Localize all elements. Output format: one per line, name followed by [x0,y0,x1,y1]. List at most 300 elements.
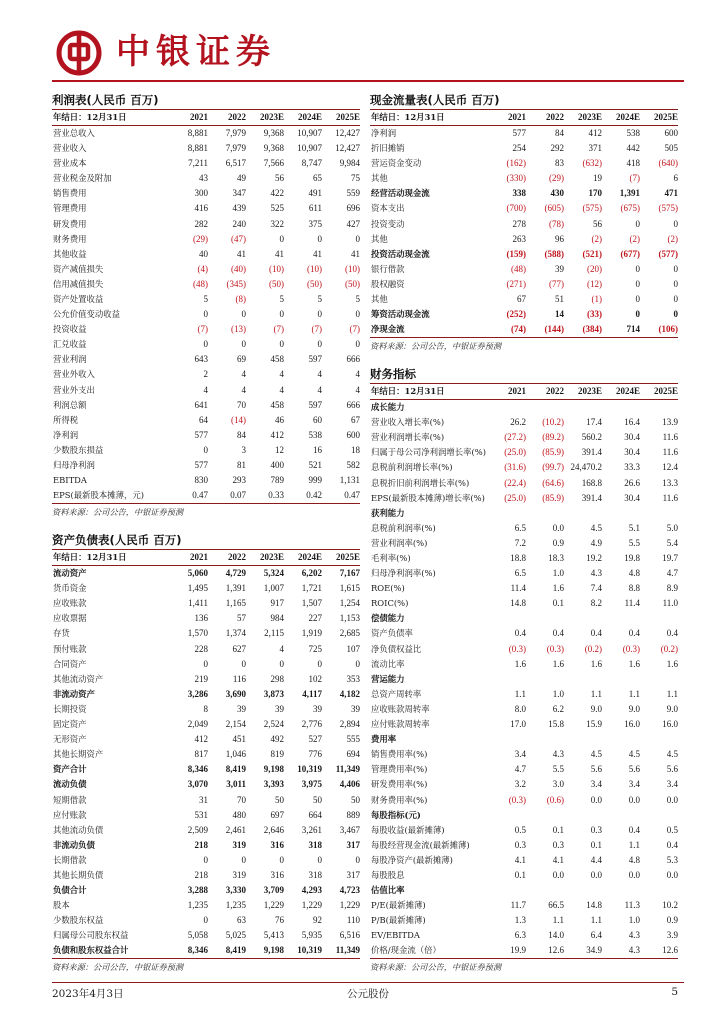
cell-value: 353 [346,673,360,684]
cell-value: 136 [194,613,208,624]
table-row [370,292,678,307]
year-header: 2024E [602,384,640,400]
cell-value: 14.8 [510,598,526,609]
cell-value: 46 [275,414,284,425]
table-row [52,687,360,702]
cell-value: 4 [355,384,360,395]
row-label: 应收账款 [53,598,87,609]
cell-value: 316 [270,839,284,850]
cell-value: 4,723 [339,885,360,896]
table-row [370,156,678,171]
cell-value: 627 [232,643,246,654]
cell-value: 5.5 [628,537,640,548]
cell-value: 0.5 [666,824,678,835]
cell-value: 9,368 [263,128,284,138]
cell-value: 1,391 [619,188,640,199]
table-row [52,383,360,398]
table-row [370,792,678,807]
table-row [370,247,678,262]
cell-value: 1,615 [339,583,360,594]
cell-value: (13) [231,324,246,335]
cell-value: 11.6 [662,432,678,443]
cell-value: 0.1 [514,869,526,880]
cell-value: 84 [555,128,564,138]
cell-value: (33) [587,309,602,320]
cell-value: (12) [587,278,602,289]
cell-value: 1.1 [628,839,640,850]
cell-value: 9.0 [666,703,678,714]
row-label: 价格/现金流（倍） [370,943,488,959]
cell-value: 76 [275,915,284,926]
cell-value: 0 [673,263,678,274]
cell-value: 8.8 [628,583,640,594]
row-label: 筹资活动现金流 [371,309,430,320]
cell-value: 3.4 [628,779,640,790]
cell-value: 666 [346,354,360,365]
cell-value: 412 [270,429,284,440]
cell-value: 1.0 [552,568,564,579]
row-label: 合同资产 [53,658,87,669]
table-row [52,171,360,186]
cell-value: 75 [351,173,360,184]
row-label: 所得税 [53,414,79,425]
cell-value: 1,046 [225,749,246,760]
cell-value: (632) [582,158,602,169]
cell-value: 3,467 [339,824,360,835]
cell-value: 30.4 [624,447,640,458]
cell-value: 5,060 [187,568,208,579]
cell-value: 10,319 [284,943,322,959]
cell-value: 0.4 [514,628,526,639]
balance-source-note: 资料来源：公司公告，中银证券预测 [52,962,184,973]
row-label: 营业总收入 [53,128,95,138]
cell-value: 11.4 [624,598,640,609]
cell-value: 43 [199,173,208,184]
row-label: 应收票据 [53,613,87,624]
table-row [52,596,360,611]
cell-value: 0 [317,854,322,865]
cell-value: 4,182 [339,688,360,699]
footer-divider [52,982,684,983]
year-header: 2023E [246,110,284,126]
table-row [370,928,678,943]
cell-value: 1.6 [666,658,678,669]
cell-value [488,883,526,898]
cell-value: 451 [232,734,246,745]
cell-value: 0 [635,263,640,274]
cell-value: 14.8 [586,900,602,911]
cell-value: 19.9 [488,943,526,959]
cell-value: 9,198 [263,764,284,775]
row-label: 长期借款 [53,854,87,865]
cell-value: 582 [346,460,360,471]
cell-value: 50 [275,794,284,805]
cell-value: 577 [194,460,208,471]
row-label: 其他长期资产 [53,749,104,760]
row-label: 投资活动现金流 [371,248,430,259]
cell-value: (588) [544,248,564,259]
table-row [370,838,678,853]
cell-value: 4,406 [339,779,360,790]
cell-value: (78) [549,218,564,229]
row-label: 少数股东损益 [53,444,104,455]
cell-value: 4.9 [590,537,602,548]
table-row [52,913,360,928]
cell-value: 538 [308,429,322,440]
row-label: 应收账款周转率 [371,703,430,714]
cell-value: 110 [346,915,360,926]
table-row [52,581,360,596]
table-row [370,201,678,216]
table-row [370,943,678,959]
row-label: 信用减值损失 [53,278,104,289]
row-label: 负债和股东权益合计 [52,943,170,959]
cell-value: 0 [203,339,208,350]
cell-value [488,732,526,747]
cell-value: (159) [506,248,526,259]
cell-value: 322 [270,218,284,229]
cell-value: 0.4 [628,824,640,835]
cell-value: 0.33 [246,488,284,504]
cell-value: 6.3 [514,930,526,941]
cell-value [640,732,678,747]
table-row [52,232,360,247]
row-label: P/B(最新摊薄) [371,915,426,926]
cell-value: 819 [270,749,284,760]
cell-value: 3,873 [263,688,284,699]
row-label: 研发费用率(%) [371,779,428,790]
cell-value: 318 [308,869,322,880]
cell-value: 492 [270,734,284,745]
row-label: 无形资产 [53,734,87,745]
cell-value: 5,935 [301,930,322,941]
cell-value: 1.1 [666,688,678,699]
cell-value: 2,685 [339,628,360,639]
financial-ratios-title: 财务指标 [370,366,678,384]
cell-value: (8) [235,293,246,304]
cell-value [526,400,564,416]
cell-value: 16 [313,444,322,455]
cell-value: 1,721 [301,583,322,594]
cell-value: (10) [345,263,360,274]
table-row [52,292,360,307]
table-row [52,717,360,732]
section-heading-row [370,400,678,416]
cell-value: 416 [194,203,208,214]
row-label: 其他流动资产 [53,673,104,684]
cell-value: 0 [355,233,360,244]
cell-value: 19 [593,173,602,184]
cell-value: 0 [635,293,640,304]
row-label: 预付账款 [53,643,87,654]
cell-value: (22.4) [504,477,526,488]
cell-value: (10) [269,263,284,274]
table-row [370,141,678,156]
cell-value: 6.5 [514,568,526,579]
cell-value: 430 [550,188,564,199]
report-date: 2023年4月3日 [52,988,124,1000]
cell-value: (345) [226,278,246,289]
cell-value: 0.0 [666,869,678,880]
cell-value [602,808,640,823]
table-row [370,747,678,762]
cell-value: (106) [640,322,678,338]
cell-value: 39 [275,703,284,714]
section-heading-row [370,611,678,626]
row-label: 净利润 [371,128,397,138]
cell-value: 4.4 [590,854,602,865]
cell-value: 8,419 [208,943,246,959]
cell-value: 4 [279,643,284,654]
table-row [52,943,360,959]
cell-value: 19.7 [662,553,678,564]
cell-value: 254 [512,143,526,154]
cell-value: 4.7 [666,568,678,579]
cell-value [526,732,564,747]
cell-value: 0.9 [552,537,564,548]
row-label: P/E(最新摊薄) [371,900,426,911]
cell-value: (640) [658,158,678,169]
cell-value: 0 [241,309,246,320]
table-row [52,216,360,231]
cell-value: 422 [270,188,284,199]
row-label: 息税折旧前利润增长率(%) [371,477,470,488]
cell-value: 116 [232,673,246,684]
row-label: 公允价值变动收益 [53,309,120,320]
cell-value: 600 [664,128,678,138]
table-row [52,777,360,792]
cell-value: 2,524 [263,719,284,730]
cell-value [640,883,678,898]
cell-value: 5.3 [666,854,678,865]
table-row [52,247,360,262]
table-row [52,443,360,458]
section-heading-row [370,883,678,898]
table-row [52,626,360,641]
row-label: 汇兑收益 [53,339,87,350]
right-column [370,92,678,975]
cell-value: (384) [564,322,602,338]
year-header: 2021 [488,110,526,126]
cell-value: 227 [308,613,322,624]
cell-value: 0.0 [552,869,564,880]
cell-value: 39 [313,703,322,714]
table-row [370,898,678,913]
cell-value: 439 [232,203,246,214]
cell-value: (7) [349,324,360,335]
cell-value: 11.7 [510,900,526,911]
table-row [370,657,678,672]
cell-value: (0.2) [660,643,678,654]
cell-value: 282 [194,218,208,229]
cell-value: 219 [194,673,208,684]
cell-value: 5 [203,293,208,304]
cell-value: 0 [673,278,678,289]
cell-value: 10,907 [297,143,322,154]
table-row [370,430,678,445]
cell-value: 427 [346,218,360,229]
row-label: 营运能力 [371,673,405,684]
row-label: 研发费用 [53,218,87,229]
cell-value: (20) [587,263,602,274]
cell-value: 39 [237,703,246,714]
cell-value: 527 [308,734,322,745]
row-label: 管理费用 [53,203,87,214]
table-row [52,413,360,428]
row-label: 资本支出 [371,203,405,214]
row-label: 销售费用 [53,188,87,199]
cell-value: 1,254 [339,598,360,609]
row-label: 管理费用率(%) [371,764,428,775]
row-label: 资产合计 [53,764,87,775]
cell-value: 30.4 [624,432,640,443]
cell-value: 11.4 [510,583,526,594]
cell-value: 458 [270,354,284,365]
cell-value [640,506,678,521]
cell-value: 4.5 [666,749,678,760]
year-header: 2022 [208,110,246,126]
cell-value: 4 [355,369,360,380]
cell-value: 1,229 [339,900,360,911]
cell-value: 12.6 [526,943,564,959]
cell-value: (2) [629,233,640,244]
table-row [52,337,360,352]
cell-value: 49 [237,173,246,184]
cell-value: (675) [620,203,640,214]
cell-value: 11,349 [322,943,360,959]
table-row [370,445,678,460]
cell-value: 4.3 [602,943,640,959]
row-label: 其他 [371,173,388,184]
cell-value: 917 [270,598,284,609]
cell-value: 505 [664,143,678,154]
cell-value: 84 [237,429,246,440]
cell-value: (2) [591,233,602,244]
row-label: 利润总额 [53,399,87,410]
row-label: 少数股东权益 [53,915,104,926]
cell-value: 1,374 [225,628,246,639]
cell-value: 0 [317,233,322,244]
year-header: 2021 [170,550,208,566]
row-label: 存货 [53,628,70,639]
row-label: 净现金流 [370,322,488,338]
table-row [52,838,360,853]
cell-value: 0.1 [552,598,564,609]
cell-value: 375 [308,218,322,229]
cell-value: 0.0 [590,794,602,805]
cell-value: 5,058 [187,930,208,941]
cell-value: (330) [506,173,526,184]
year-header: 2024E [284,550,322,566]
row-label: 营业利润率(%) [371,537,428,548]
cell-value: 0.4 [590,628,602,639]
cell-value: 4 [241,369,246,380]
cell-value: 26.6 [624,477,640,488]
cell-value [526,611,564,626]
cell-value: 5,324 [263,568,284,579]
cell-value: 317 [346,839,360,850]
cell-value: 4 [241,384,246,395]
cell-value: 319 [232,869,246,880]
cell-value [564,611,602,626]
row-label: 营业收入增长率(%) [371,417,445,428]
cell-value: 2,461 [225,824,246,835]
cell-value: 0.42 [284,488,322,504]
cell-value: 3.0 [552,779,564,790]
cell-value: 4.5 [590,749,602,760]
cell-value: 17.0 [510,719,526,730]
cell-value: 63 [237,915,246,926]
cell-value: 263 [512,233,526,244]
row-label: 营业利润 [53,354,87,365]
cell-value: 555 [346,734,360,745]
cell-value: 0 [203,309,208,320]
cell-value: 2,154 [225,719,246,730]
cell-value: 491 [308,188,322,199]
row-label: 货币资金 [53,583,87,594]
cell-value: 4.8 [628,568,640,579]
cell-value: 96 [555,233,564,244]
header-label: 年结日：12月31日 [370,110,488,126]
table-row [370,415,678,430]
cell-value: (50) [269,278,284,289]
table-row [370,626,678,641]
cell-value: (48) [193,278,208,289]
table-row [370,642,678,657]
cell-value: 714 [602,322,640,338]
cell-value: 2,509 [187,824,208,835]
cell-value: 18.8 [510,553,526,564]
year-header: 2025E [322,550,360,566]
cell-value: 67 [351,414,360,425]
cell-value [488,400,526,416]
cell-value: 70 [237,794,246,805]
row-label: 资产减值损失 [53,263,104,274]
cell-value: (64.6) [542,477,564,488]
table-row [52,657,360,672]
cell-value: (7) [311,324,322,335]
row-label: 其他 [371,293,388,304]
cell-value: (0.6) [546,794,564,805]
cell-value: 1,229 [263,900,284,911]
year-header: 2023E [246,550,284,566]
cell-value: 0.0 [628,794,640,805]
cell-value: 64 [199,414,208,425]
cell-value: 1,131 [339,475,360,486]
table-row [370,823,678,838]
year-header: 2022 [208,550,246,566]
cell-value: (25.0) [504,492,526,503]
cell-value: 0.07 [208,488,246,504]
cell-value: (85.9) [542,447,564,458]
cell-value: 3 [241,444,246,455]
header-label: 年结日：12月31日 [52,110,170,126]
cell-value: 1,229 [301,900,322,911]
cell-value: 3.9 [666,930,678,941]
row-label: 营业税金及附加 [53,173,112,184]
cell-value: 3,975 [301,779,322,790]
cell-value: (29) [193,233,208,244]
table-row [52,672,360,687]
table-row [370,322,678,338]
cell-value: 0 [279,658,284,669]
cell-value: 292 [550,143,564,154]
cell-value [564,506,602,521]
cell-value: 107 [346,643,360,654]
cell-value: 102 [308,673,322,684]
cell-value: 1,495 [187,583,208,594]
cell-value: 3.4 [666,779,678,790]
